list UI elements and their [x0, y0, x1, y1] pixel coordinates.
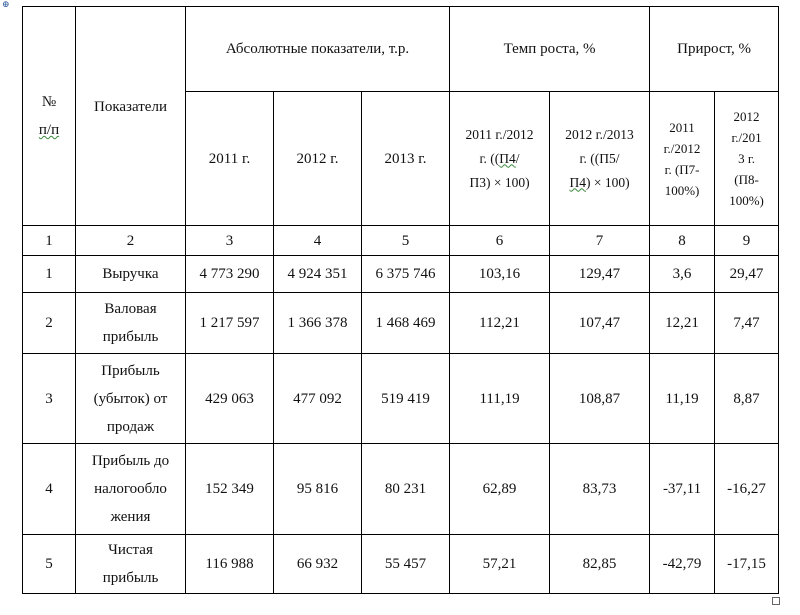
header-absolute: Абсолютные показатели, т.р.	[186, 7, 450, 92]
cell-2011: 116 988	[186, 535, 274, 594]
column-number: 5	[362, 226, 450, 256]
header-year-2012: 2012 г.	[274, 92, 362, 226]
header-growth-rate: Темп роста, %	[450, 7, 650, 92]
header-num-sign: №	[41, 94, 57, 110]
cell-2011: 429 063	[186, 354, 274, 444]
header-growth-2-line2: г. ((П5/	[579, 150, 620, 166]
cell-2013: 80 231	[362, 444, 450, 535]
row-name-line: (убыток) от	[93, 390, 168, 407]
cell-increase-2: -17,15	[715, 535, 779, 594]
cell-2011: 1 217 597	[186, 293, 274, 354]
cell-growth-2: 108,87	[550, 354, 650, 444]
row-name-line: Прибыль до	[91, 453, 170, 469]
cell-2011: 4 773 290	[186, 256, 274, 293]
row-indicator-name	[76, 256, 186, 293]
column-number: 1	[23, 226, 76, 256]
header-inc-1-line2: г./2012	[663, 140, 701, 156]
table-row	[23, 535, 779, 594]
cell-increase-1: 11,19	[650, 354, 715, 444]
cell-growth-1: 111,19	[450, 354, 550, 444]
row-name-line: Выручка	[102, 266, 159, 282]
header-growth-2-line1: 2012 г./2013	[565, 126, 634, 142]
header-growth-1-line2: г. ((П4/	[479, 150, 520, 166]
cell-growth-2: 82,85	[550, 535, 650, 594]
row-name-line: прибыль	[102, 570, 159, 586]
cell-2012: 4 924 351	[274, 256, 362, 293]
row-name-line: Валовая	[104, 301, 157, 317]
row-indicator-name	[76, 354, 186, 444]
cell-increase-2: 7,47	[715, 293, 779, 354]
cell-2012: 66 932	[274, 535, 362, 594]
column-number: 3	[186, 226, 274, 256]
header-inc-2-line1: 2012	[733, 109, 760, 124]
row-name-line: продаж	[106, 418, 155, 435]
header-num	[23, 7, 76, 226]
financial-indicators-table	[22, 6, 779, 594]
cell-2011: 152 349	[186, 444, 274, 535]
header-inc-1-line4: 100%)	[664, 182, 700, 198]
row-num: 3	[23, 354, 76, 444]
header-increase: Прирост, %	[650, 7, 779, 92]
cell-2013: 1 468 469	[362, 293, 450, 354]
row-name-line: Чистая	[108, 542, 153, 558]
cell-2013: 519 419	[362, 354, 450, 444]
row-name-line: жения	[110, 509, 151, 525]
cell-increase-2: 29,47	[715, 256, 779, 293]
header-growth-2-line3: П4) × 100)	[569, 174, 630, 190]
row-indicator-name	[76, 293, 186, 354]
header-year-2013: 2013 г.	[362, 92, 450, 226]
cell-growth-2: 107,47	[550, 293, 650, 354]
column-number: 8	[650, 226, 715, 256]
header-inc-2011-2012	[650, 92, 715, 226]
header-inc-2012-2013	[715, 92, 779, 226]
header-growth-1-line1: 2011 г./2012	[465, 126, 534, 142]
cell-2012: 95 816	[274, 444, 362, 535]
header-inc-1-line3: г. (П7-	[664, 161, 700, 177]
cell-growth-2: 129,47	[550, 256, 650, 293]
header-inc-2-line4: (П8-	[734, 172, 759, 187]
table-row	[23, 256, 779, 293]
cell-2013: 6 375 746	[362, 256, 450, 293]
header-inc-2-line2: г./201	[731, 130, 762, 145]
cell-increase-1: -42,79	[650, 535, 715, 594]
table-move-handle-icon[interactable]: ⊕	[2, 0, 10, 9]
table-row	[23, 354, 779, 444]
header-growth-2011-2012	[450, 92, 550, 226]
header-growth-1-line3: П3) × 100)	[469, 174, 530, 190]
column-number: 7	[550, 226, 650, 256]
cell-increase-1: 3,6	[650, 256, 715, 293]
cell-increase-2: 8,87	[715, 354, 779, 444]
cell-increase-1: -37,11	[650, 444, 715, 535]
column-number: 6	[450, 226, 550, 256]
row-num: 5	[23, 535, 76, 594]
cell-2012: 477 092	[274, 354, 362, 444]
column-number: 4	[274, 226, 362, 256]
column-number: 2	[76, 226, 186, 256]
header-inc-2-line3: 3 г.	[738, 151, 755, 166]
cell-increase-1: 12,21	[650, 293, 715, 354]
cell-increase-2: -16,27	[715, 444, 779, 535]
header-year-2011: 2011 г.	[186, 92, 274, 226]
row-indicator-name	[76, 535, 186, 594]
column-number: 9	[715, 226, 779, 256]
header-inc-1-line1: 2011	[669, 119, 695, 135]
cell-2013: 55 457	[362, 535, 450, 594]
row-name-line: прибыль	[102, 329, 159, 345]
cell-growth-2: 83,73	[550, 444, 650, 535]
table-row	[23, 444, 779, 535]
header-inc-2-line5: 100%)	[729, 193, 764, 208]
table-resize-handle-icon[interactable]	[772, 597, 780, 605]
row-name-line: налогообло	[94, 481, 167, 497]
cell-growth-1: 62,89	[450, 444, 550, 535]
cell-2012: 1 366 378	[274, 293, 362, 354]
row-num: 4	[23, 444, 76, 535]
header-growth-2012-2013	[550, 92, 650, 226]
cell-growth-1: 112,21	[450, 293, 550, 354]
row-name-line: Прибыль	[101, 362, 160, 379]
row-num: 2	[23, 293, 76, 354]
cell-growth-1: 57,21	[450, 535, 550, 594]
table-row	[23, 293, 779, 354]
row-indicator-name	[76, 444, 186, 535]
column-number-row	[23, 226, 779, 256]
header-num-pp: п/п	[38, 122, 60, 138]
row-num: 1	[23, 256, 76, 293]
header-indicators: Показатели	[76, 7, 186, 226]
cell-growth-1: 103,16	[450, 256, 550, 293]
